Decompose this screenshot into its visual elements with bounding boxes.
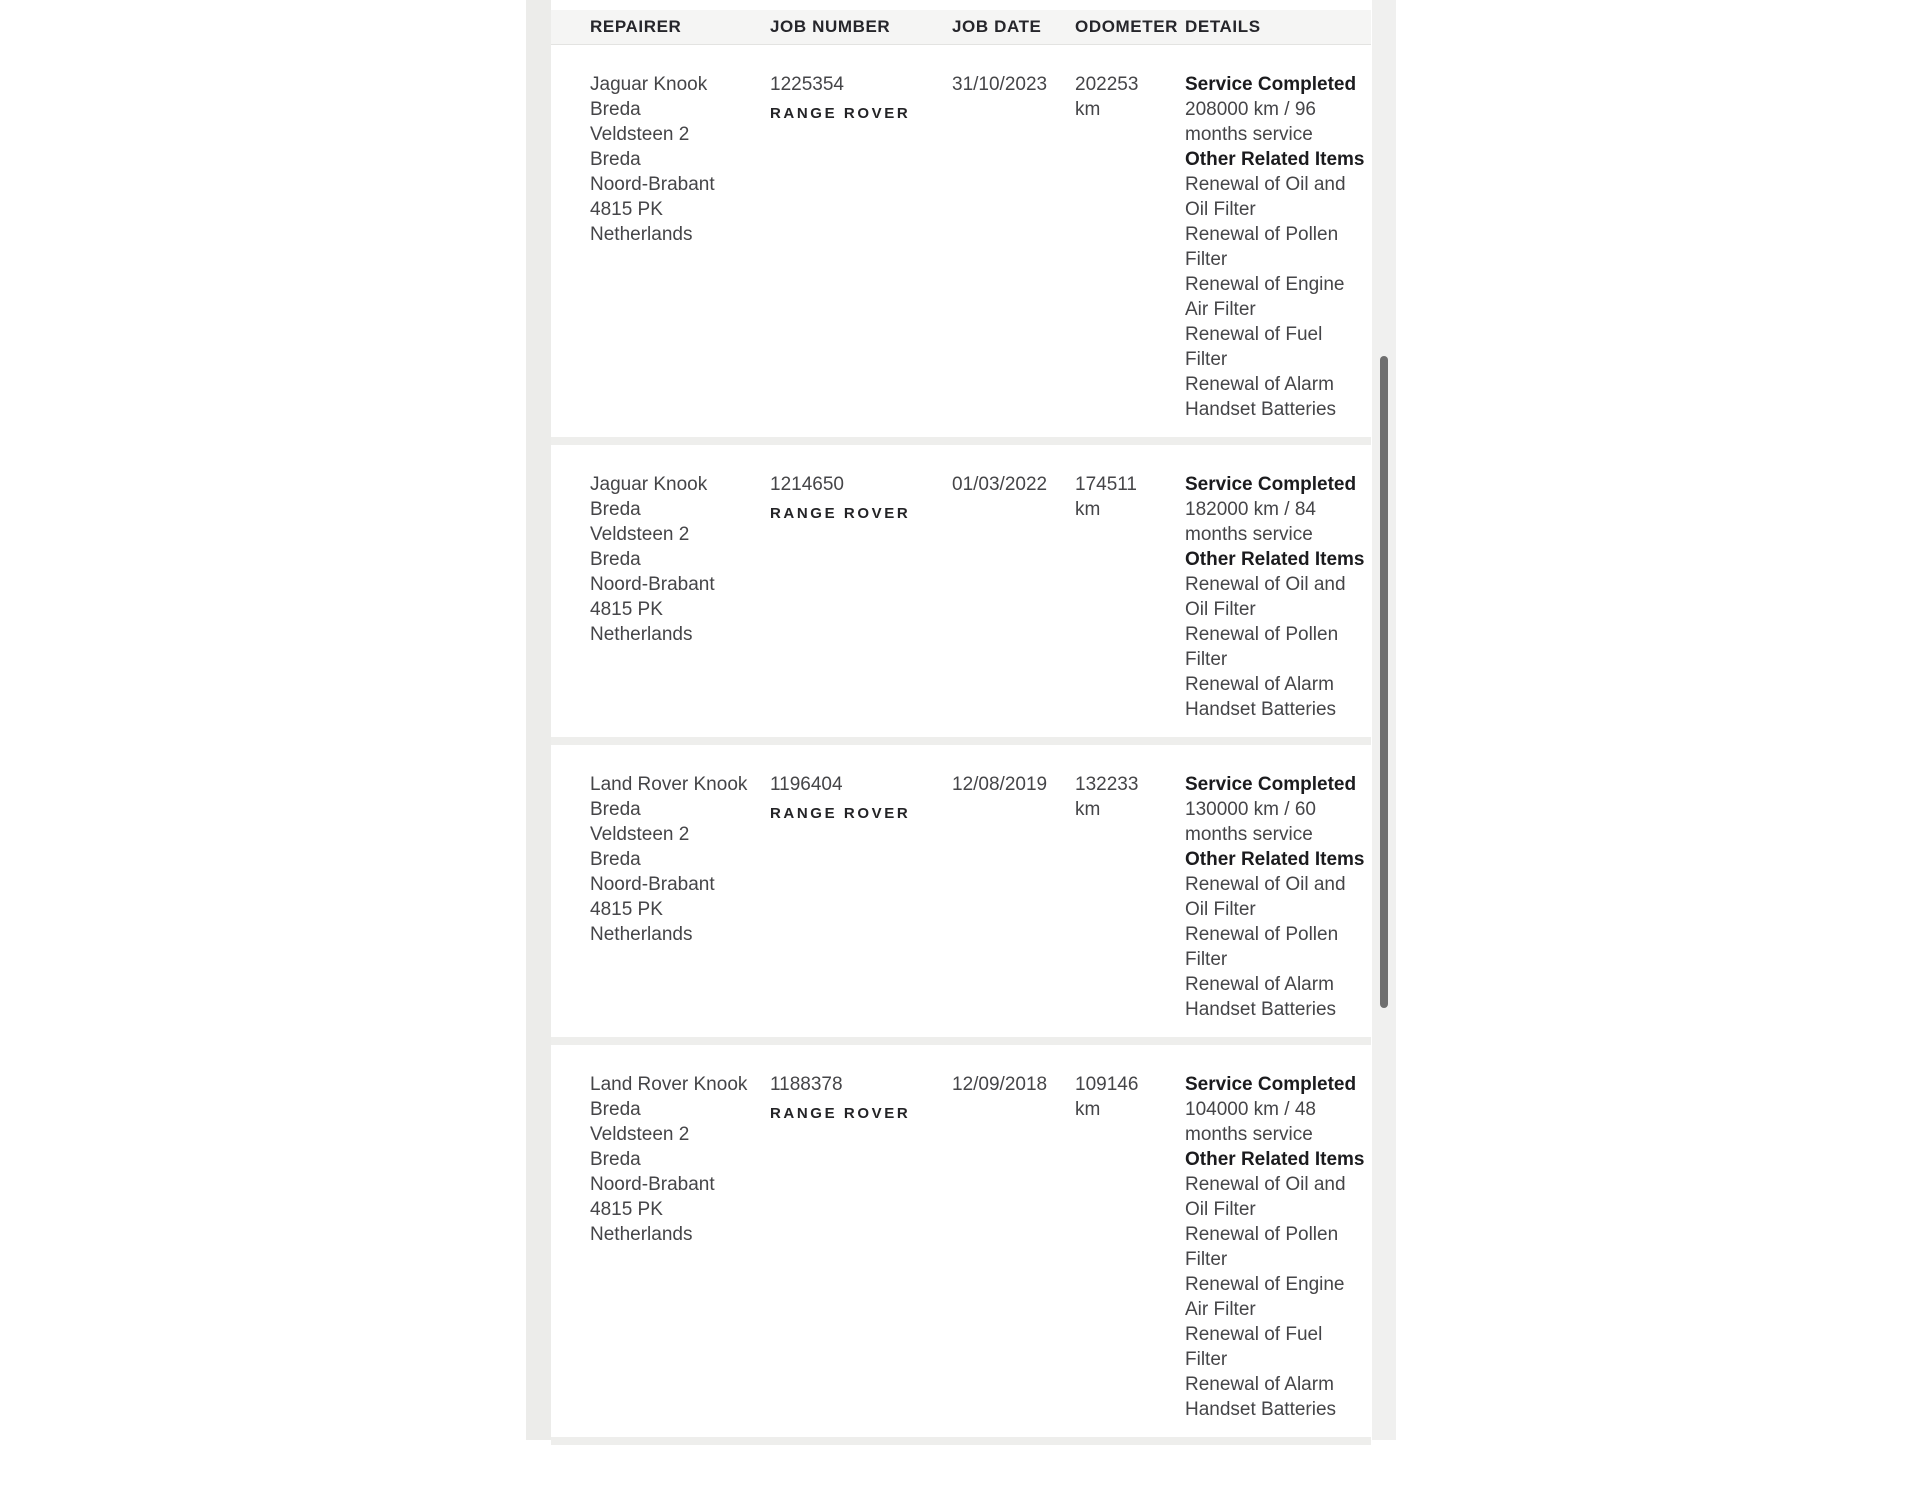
job-number: 1196404 (770, 774, 843, 795)
repairer-line: 4815 PK (590, 1199, 663, 1220)
repairer-cell (590, 772, 770, 1022)
repairer-line: Netherlands (590, 624, 693, 645)
detail-line: Renewal of Fuel Filter (1185, 324, 1323, 370)
job-date-cell: 12/08/2019 (952, 774, 1048, 795)
detail-line: 208000 km / 96 months service (1185, 99, 1316, 145)
job-cell (770, 772, 952, 1022)
job-cell (770, 72, 952, 422)
table-row (551, 1045, 1371, 1437)
detail-line: Renewal of Alarm Handset Batteries (1185, 374, 1337, 420)
job-number: 1188378 (770, 1074, 843, 1095)
odometer-cell: 174511 km (1075, 474, 1137, 520)
detail-line: Renewal of Engine Air Filter (1185, 274, 1345, 320)
detail-line: 130000 km / 60 months service (1185, 799, 1316, 845)
detail-line: Renewal of Alarm Handset Batteries (1185, 974, 1337, 1020)
table-row (551, 745, 1371, 1037)
detail-line: Other Related Items (1185, 549, 1365, 570)
detail-line: Other Related Items (1185, 149, 1365, 170)
repairer-line: Breda (590, 849, 641, 870)
range-rover-wordmark: RANGE ROVER (770, 805, 911, 822)
column-header-repairer: REPAIRER (590, 17, 682, 36)
repairer-line: 4815 PK (590, 599, 663, 620)
odometer-cell: 132233 km (1075, 774, 1139, 820)
detail-line: Service Completed (1185, 1074, 1357, 1095)
repairer-line: Netherlands (590, 1224, 693, 1245)
repairer-line: Veldsteen 2 (590, 124, 690, 145)
repairer-line: Noord-Brabant (590, 174, 715, 195)
repairer-line: Land Rover Knook Breda (590, 1074, 748, 1120)
detail-line: Service Completed (1185, 474, 1357, 495)
detail-line: Renewal of Oil and Oil Filter (1185, 574, 1346, 620)
detail-line: 104000 km / 48 months service (1185, 1099, 1316, 1145)
table-body (551, 45, 1371, 1485)
repairer-line: Netherlands (590, 924, 693, 945)
detail-line: Renewal of Fuel Filter (1185, 1324, 1323, 1370)
column-header-details: DETAILS (1185, 17, 1261, 36)
panel-left-edge (526, 0, 551, 1440)
repairer-line: Breda (590, 549, 641, 570)
repairer-line: Veldsteen 2 (590, 824, 690, 845)
details-cell (1185, 1072, 1368, 1422)
detail-line: Renewal of Pollen Filter (1185, 624, 1339, 670)
repairer-line: Jaguar Knook Breda (590, 74, 708, 120)
repairer-line: Veldsteen 2 (590, 524, 690, 545)
job-number: 1225354 (770, 74, 844, 95)
job-date-cell: 12/09/2018 (952, 1074, 1048, 1095)
repairer-line: Jaguar Knook Breda (590, 474, 708, 520)
job-date-cell: 31/10/2023 (952, 74, 1048, 95)
column-header-odo: ODOMETER (1075, 17, 1179, 36)
repairer-line: Noord-Brabant (590, 574, 715, 595)
column-header-job: JOB NUMBER (770, 17, 891, 36)
detail-line: Renewal of Pollen Filter (1185, 924, 1339, 970)
repairer-line: Land Rover Knook Breda (590, 774, 748, 820)
repairer-cell (590, 472, 770, 722)
repairer-line: Breda (590, 1149, 641, 1170)
detail-line: Renewal of Engine Air Filter (1185, 1274, 1345, 1320)
details-cell (1185, 472, 1368, 722)
table-row-partial (551, 1445, 1371, 1485)
detail-line: Service Completed (1185, 774, 1357, 795)
odometer-cell: 109146 km (1075, 1074, 1139, 1120)
detail-line: Service Completed (1185, 74, 1357, 95)
table-header-row (551, 10, 1371, 45)
repairer-line: 4815 PK (590, 199, 663, 220)
detail-line: Renewal of Oil and Oil Filter (1185, 174, 1346, 220)
detail-line: Renewal of Alarm Handset Batteries (1185, 674, 1337, 720)
detail-line: Renewal of Alarm Handset Batteries (1185, 1374, 1337, 1420)
scrollbar-track[interactable] (1372, 0, 1396, 1440)
job-date-cell: 01/03/2022 (952, 474, 1048, 495)
job-number: 1214650 (770, 474, 844, 495)
column-header-date: JOB DATE (952, 17, 1042, 36)
repairer-cell (590, 1072, 770, 1422)
details-cell (1185, 72, 1368, 422)
detail-line: Renewal of Pollen Filter (1185, 1224, 1339, 1270)
job-cell (770, 1072, 952, 1422)
repairer-line: Breda (590, 149, 641, 170)
range-rover-wordmark: RANGE ROVER (770, 1105, 911, 1122)
table-row (551, 445, 1371, 737)
repairer-line: Veldsteen 2 (590, 1124, 690, 1145)
repairer-line: Netherlands (590, 224, 693, 245)
scrollbar-thumb[interactable] (1380, 356, 1388, 1008)
details-cell (1185, 772, 1368, 1022)
service-history-table (551, 10, 1371, 1485)
detail-line: 182000 km / 84 months service (1185, 499, 1316, 545)
job-cell (770, 472, 952, 722)
odometer-cell: 202253 km (1075, 74, 1139, 120)
repairer-line: Noord-Brabant (590, 874, 715, 895)
range-rover-wordmark: RANGE ROVER (770, 105, 911, 122)
detail-line: Other Related Items (1185, 1149, 1365, 1170)
detail-line: Renewal of Oil and Oil Filter (1185, 1174, 1346, 1220)
range-rover-wordmark: RANGE ROVER (770, 505, 911, 522)
detail-line: Renewal of Pollen Filter (1185, 224, 1339, 270)
repairer-line: Noord-Brabant (590, 1174, 715, 1195)
table-row (551, 45, 1371, 437)
detail-line: Other Related Items (1185, 849, 1365, 870)
repairer-line: 4815 PK (590, 899, 663, 920)
detail-line: Renewal of Oil and Oil Filter (1185, 874, 1346, 920)
repairer-cell (590, 72, 770, 422)
